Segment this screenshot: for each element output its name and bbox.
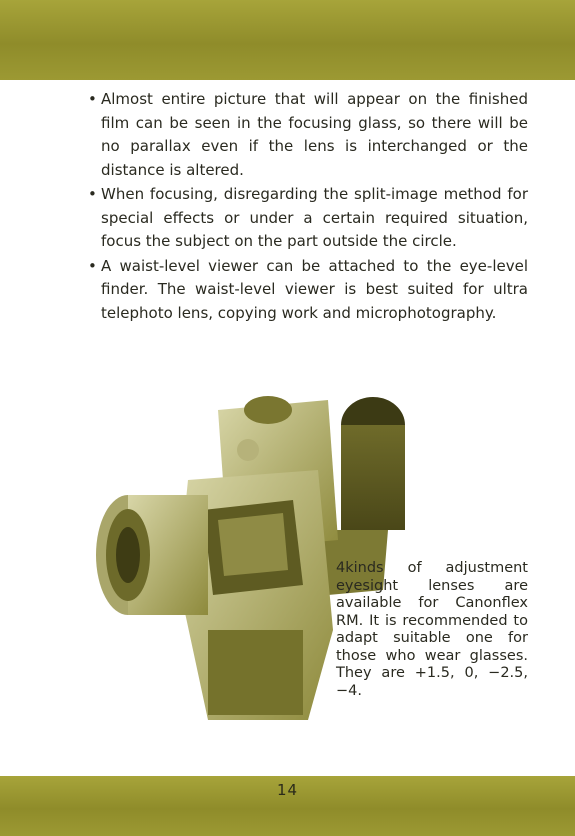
bullet-item: • Almost entire picture that will appear on the finished film can be seen in the focusing glass, so there will be no parallax even if the lens is interchanged or the distance is altered. xyxy=(88,90,528,179)
bullet-item: • A waist-level viewer can be attached to the eye-level finder. The waist-level viewer is best suited for ultra telephoto lens, copying work and microphotography. xyxy=(88,256,528,322)
photo-caption: 4kinds of adjustment eyesight lenses are available for Canonflex RM. It is recommended to adapt suitable one for those who wear glasses. They are +1.5, 0, −2.5, −4. xyxy=(336,560,528,699)
page-number: 14 xyxy=(276,781,299,799)
bullet-text: Almost entire picture that will appear on the finished film can be seen in the focusing glass, so there will be no parallax even if the lens is interchanged or the distance is altered. xyxy=(101,90,528,179)
bullet-text: A waist-level viewer can be attached to the eye-level finder. The waist-level viewer is best suited for ultra telephoto lens, copying work and microphotography. xyxy=(101,256,528,322)
top-color-band xyxy=(0,0,575,80)
bullet-text: When focusing, disregarding the split-image method for special effects or under a certain required situation, focus the subject on the part outside the circle. xyxy=(101,185,528,250)
bullet-list xyxy=(88,88,528,326)
bullet-item: • When focusing, disregarding the split-image method for special effects or under a certain required situation, focus the subject on the part outside the circle. xyxy=(88,185,528,250)
